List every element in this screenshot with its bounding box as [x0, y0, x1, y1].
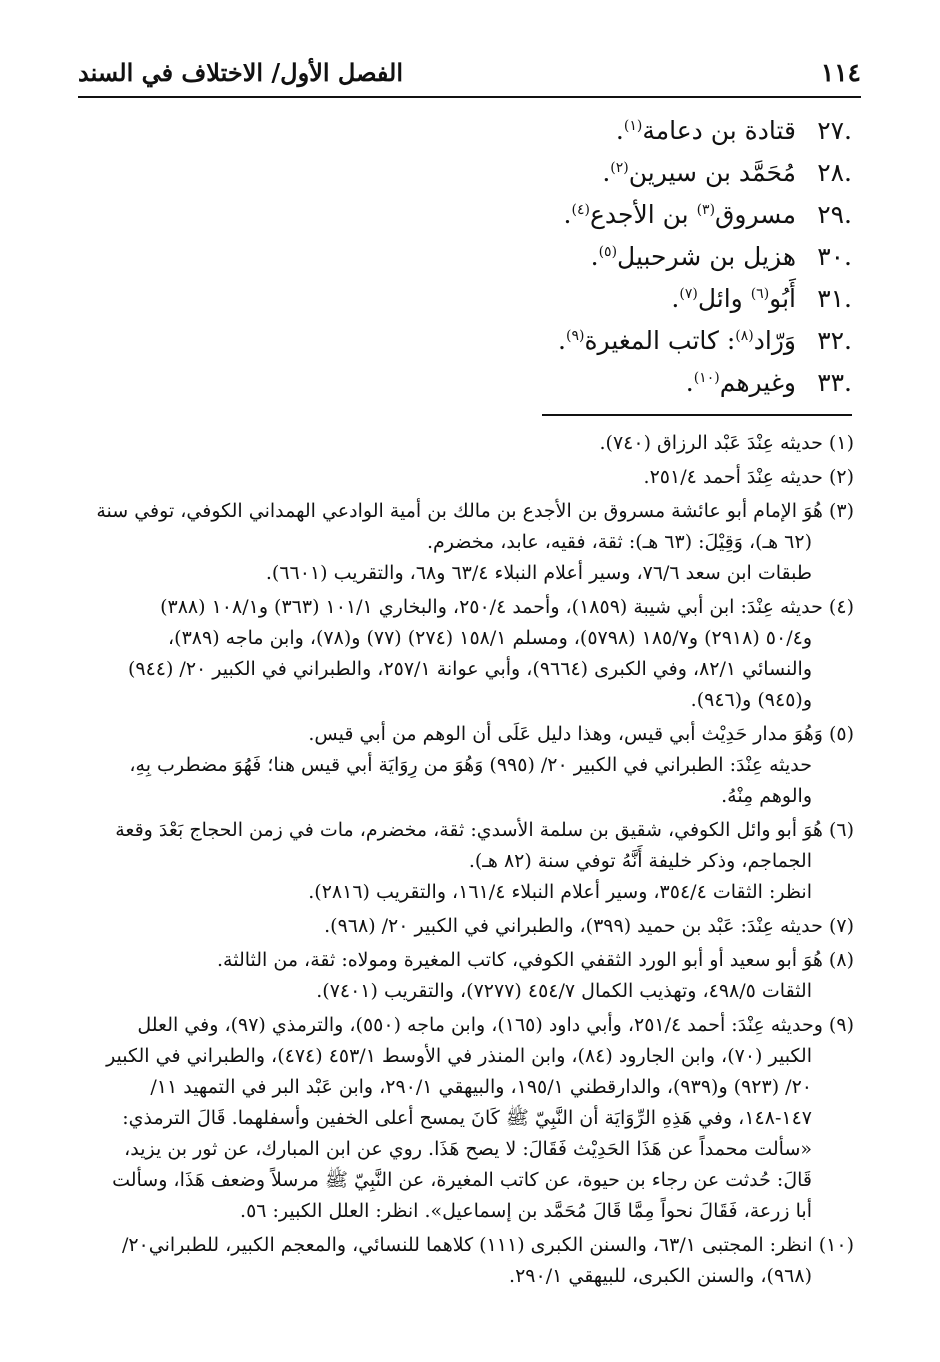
footnote-line: قَالَ: حُدثت عن رجاء بن حيوة، عن كاتب المغيرة، عن النَّبِيّ ﷺ مرسلاً وضعف هَذَا، وسألت: [112, 1169, 812, 1191]
item-number: .٢٩: [817, 200, 852, 229]
footnote-ref[interactable]: (٤): [571, 202, 590, 218]
page-number: ١١٤: [820, 58, 861, 87]
footnote-ref[interactable]: (٩): [565, 328, 585, 344]
item-punct: .: [590, 242, 599, 271]
footnote-line: أبا زرعة، فَقَالَ نحواً مِمَّا قَالَ مُحَمَّد بن إسماعيل». انظر: العلل الكبير: ٥٦.: [240, 1200, 812, 1222]
item-text: وائل: [697, 284, 751, 313]
footnote: [76, 719, 854, 812]
footnote-line: والنسائي ٨٢/١، وفي الكبرى (٩٦٦٤)، وأبي عوانة ٢٥٧/١، والطبراني في الكبير ٢٠/ (٩٤٤): [127, 658, 812, 680]
footnote-line: (١) حديثه عِنْدَ عَبْد الرزاق (٧٤٠).: [599, 432, 854, 454]
item-number: .٣٢: [817, 326, 852, 355]
footnote: [76, 428, 854, 459]
item-text: : كاتب المغيرة: [584, 326, 736, 355]
list-item: [352, 152, 852, 194]
footnote-line: (٤) حديثه عِنْدَ: ابن أبي شيبة (١٨٥٩)، وأحمد ٢٥٠/٤، والبخاري ١٠١/١ (٣٦٣) و١٠٨/١ (٣٨٨): [160, 596, 854, 618]
list-item: [352, 194, 852, 236]
item-text: بن الأجدع: [589, 200, 697, 229]
item-number: .٢٨: [817, 158, 852, 187]
list-item: [352, 278, 852, 320]
item-number: .٣٠: [817, 242, 852, 271]
list-item: [352, 110, 852, 152]
running-header: [78, 58, 861, 92]
header-divider: [78, 96, 861, 98]
footnote-ref[interactable]: (٢): [610, 160, 629, 176]
footnote-ref[interactable]: (٣): [696, 202, 716, 218]
footnote-ref[interactable]: (١٠): [693, 370, 720, 386]
footnote-line: (١٠) انظر: المجتبى ٦٣/١، والسنن الكبرى (١١١) كلاهما للنسائي، والمعجم الكبير، للطبراني٢٠/: [121, 1234, 854, 1256]
footnote-line: و(٩٤٥) و(٩٤٦).: [690, 689, 812, 711]
footnote-line: و٥٠/٤ (٢٩١٨) و١٨٥/٧ (٥٧٩٨)، ومسلم ١٥٨/١ (٢٧٤) (٧٧) و(٧٨)، وابن ماجه (٣٨٩)،: [168, 627, 812, 649]
footnote-ref[interactable]: (٥): [598, 244, 618, 260]
footnote: [76, 815, 854, 908]
item-text: وغيرهم: [719, 368, 796, 397]
item-punct: .: [685, 368, 694, 397]
footnote-ref[interactable]: (٦): [750, 286, 770, 302]
item-text: مسروق: [715, 200, 796, 229]
item-punct: .: [602, 158, 611, 187]
footnote-ref[interactable]: (٨): [735, 328, 754, 344]
item-punct: .: [671, 284, 680, 313]
footnote: [76, 592, 854, 716]
footnote: [76, 945, 854, 1007]
footnote-line: الكبير (٧٠)، وابن الجارود (٨٤)، وابن المنذر في الأوسط ٤٥٣/١ (٤٧٤)، والطبراني في الكبير: [106, 1045, 812, 1067]
footnote-line: ٢٠/ (٩٢٣) و(٩٣٩)، والدارقطني ١٩٥/١، والبيهقي ٢٩٠/١، وابن عَبْد البر في التمهيد ١١/: [150, 1076, 812, 1098]
footnote-line: انظر: الثقات ٣٥٤/٤، وسير أعلام النبلاء ١٦١/٤، والتقريب (٢٨١٦).: [308, 881, 812, 903]
footnote-line: حديثه عِنْدَ: الطبراني في الكبير ٢٠/ (٩٩٥) وَهُوَ من رِوَايَة أبي قيس هنا؛ فَهُوَ مضطرب بِهِ،: [129, 754, 812, 776]
footnote-ref[interactable]: (١): [623, 118, 643, 134]
footnote-line: الثقات ٤٩٨/٥، وتهذيب الكمال ٤٥٤/٧ (٧٢٧٧)، والتقريب (٧٤٠١).: [316, 980, 812, 1002]
footnotes-divider: [542, 414, 852, 416]
footnote: [76, 1010, 854, 1227]
footnote-line: (٣) هُوَ الإمام أبو عائشة مسروق بن الأجدع بن مالك بن أمية الوادعي الهمداني الكوفي، توفي سنة: [96, 500, 854, 522]
list-item: [352, 320, 852, 362]
footnote-line: (٥) وَهُوَ مدار حَدِيْث أبي قيس، وهذا دليل عَلَى أن الوهم من أبي قيس.: [308, 723, 854, 745]
list-item: [352, 236, 852, 278]
footnote-line: (٦) هُوَ أبو وائل الكوفي، شقيق بن سلمة الأسدي: ثقة، مخضرم، مات في زمن الحجاج بَعْدَ وقعة: [115, 819, 854, 841]
footnote: [76, 1230, 854, 1292]
item-punct: .: [558, 326, 566, 355]
footnote-line: طبقات ابن سعد ٧٦/٦، وسير أعلام النبلاء ٦٣/٤ و٦٨، والتقريب (٦٦٠١).: [265, 562, 812, 584]
footnote-line: (٧) حديثه عِنْدَ: عَبْد بن حميد (٣٩٩)، والطبراني في الكبير ٢٠/ (٩٦٨).: [324, 915, 854, 937]
item-punct: .: [615, 116, 624, 145]
footnote-line: والوهم مِنْهُ.: [721, 785, 812, 807]
footnote: [76, 462, 854, 493]
item-punct: .: [563, 200, 572, 229]
footnote-ref[interactable]: (٧): [679, 286, 698, 302]
footnote-line: (٦٢ هـ)، وَقِيْلَ: (٦٣ هـ): ثقة، فقيه، عابد، مخضرم.: [426, 531, 812, 553]
list-item: [352, 362, 852, 404]
footnotes-section: [76, 428, 854, 1292]
item-text: قتادة بن دعامة: [642, 116, 796, 145]
item-number: .٣١: [817, 284, 852, 313]
footnote-line: ١٤٧-١٤٨، وفي هَذِهِ الرِّوَايَة أن النَّبِيّ ﷺ كَانَ يمسح أعلى الخفين وأسفلهما. قَالَ الترمذي:: [122, 1107, 812, 1129]
narrators-list: [352, 110, 852, 404]
item-text: أَبُو: [769, 284, 796, 313]
footnote-line: الجماجم، وذكر خليفة أَنَّهُ توفي سنة (٨٢ هـ).: [468, 850, 812, 872]
item-text: وَرّاد: [753, 326, 796, 355]
footnote: [76, 496, 854, 589]
footnote-line: (٢) حديثه عِنْدَ أحمد ٢٥١/٤.: [643, 466, 854, 488]
item-number: .٢٧: [817, 116, 852, 145]
item-text: هزيل بن شرحبيل: [617, 242, 796, 271]
footnote-line: (٩) وحديثه عِنْدَ: أحمد ٢٥١/٤، وأبي داود (١٦٥)، وابن ماجه (٥٥٠)، والترمذي (٩٧)، وفي العلل: [137, 1014, 854, 1036]
footnote-line: (٩٦٨)، والسنن الكبرى، للبيهقي ٢٩٠/١.: [509, 1265, 812, 1287]
footnote-line: «سألت محمداً عن هَذَا الحَدِيْث فَقَالَ: لا يصح هَذَا. روي عن ابن المبارك، عن ثور بن يزيد،: [124, 1138, 812, 1160]
item-number: .٣٣: [817, 368, 852, 397]
footnote-line: (٨) هُوَ أبو سعيد أو أبو الورد الثقفي الكوفي، كاتب المغيرة ومولاه: ثقة، من الثالثة.: [217, 949, 854, 971]
chapter-title: الفصل الأول/ الاختلاف في السند: [78, 58, 404, 87]
footnote: [76, 911, 854, 942]
item-text: مُحَمَّد بن سيرين: [628, 158, 796, 187]
